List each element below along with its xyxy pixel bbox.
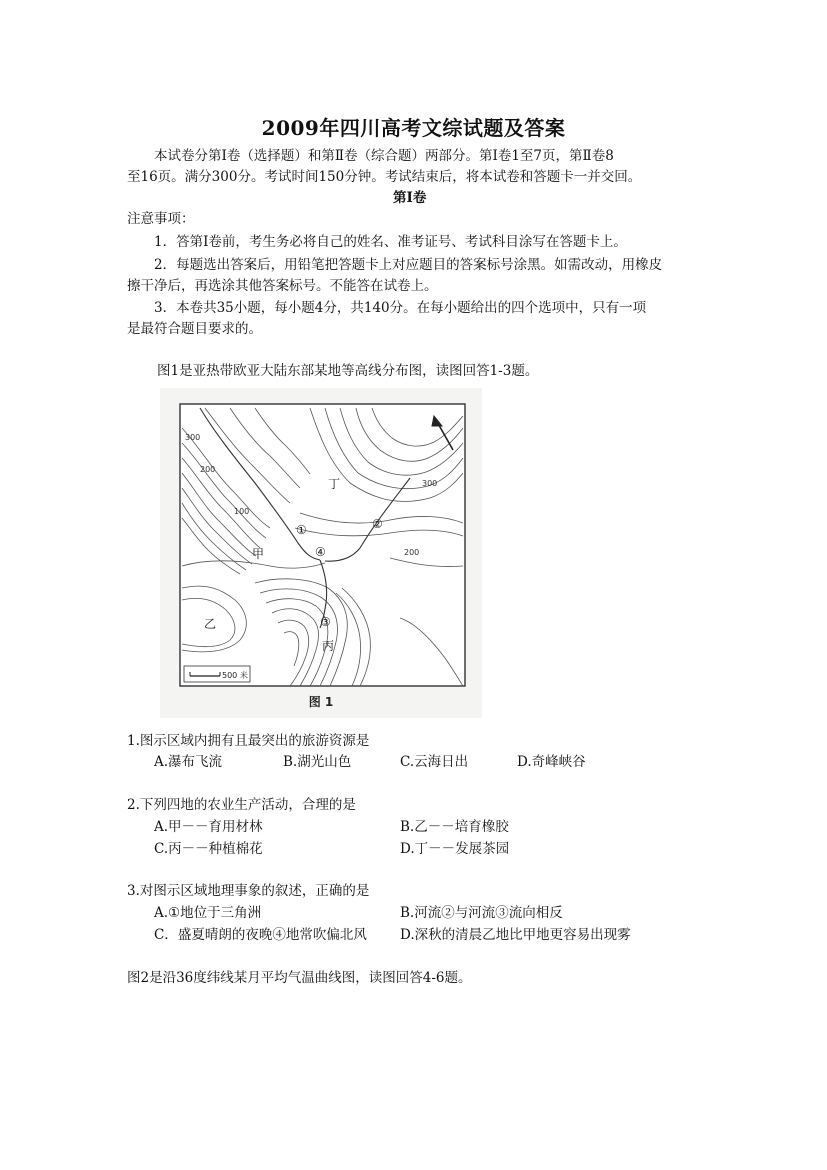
elev-label-100: 100 <box>234 507 250 516</box>
label-ding: 丁 <box>328 477 341 491</box>
label-bing: 丙 <box>322 639 335 653</box>
contour-map-figure <box>160 388 482 718</box>
note-item-2-line-2: 擦干净后，再选涂其他答案标号。不能答在试卷上。 <box>127 278 438 294</box>
question-2-stem: 2.下列四地的农业生产活动，合理的是 <box>127 797 356 813</box>
label-circle-3: ③ <box>320 615 331 629</box>
note-item-1: 1．答第Ⅰ卷前，考生务必将自己的姓名、准考证号、考试科目涂写在答题卡上。 <box>154 234 627 250</box>
section-title: 第Ⅰ卷 <box>393 190 427 206</box>
note-item-3-line-2: 是最符合题目要求的。 <box>127 321 262 337</box>
figure1-caption: 图 1 <box>308 695 334 709</box>
figure2-intro: 图2是沿36度纬线某月平均气温曲线图，读图回答4-6题。 <box>127 970 472 986</box>
notes-heading: 注意事项： <box>127 211 195 227</box>
scale-bar <box>184 666 250 682</box>
note-item-2-line-1: 2．每题选出答案后，用铅笔把答题卡上对应题目的答案标号涂黑。如需改动，用橡皮 <box>154 257 663 273</box>
q3-option-d: D.深秋的清晨乙地比甲地更容易出现雾 <box>400 927 631 943</box>
elev-label-200-left: 200 <box>200 465 216 474</box>
q2-option-b: B.乙－－培育橡胶 <box>400 819 509 835</box>
scale-label: 500 米 <box>222 671 248 680</box>
label-jia: 甲 <box>252 547 265 561</box>
elev-label-300-left: 300 <box>185 433 201 442</box>
q3-option-c: C．盛夏晴朗的夜晚④地常吹偏北风 <box>154 927 367 943</box>
label-circle-2: ② <box>372 517 383 531</box>
q2-option-c: C.丙－－种植棉花 <box>154 841 263 857</box>
figure1-intro: 图1是亚热带欧亚大陆东部某地等高线分布图，读图回答1-3题。 <box>157 363 539 379</box>
label-circle-4: ④ <box>315 545 326 559</box>
q1-option-d: D.奇峰峡谷 <box>517 754 586 770</box>
q1-option-a: A.瀑布飞流 <box>154 754 223 770</box>
page-title: 2009年四川高考文综试题及答案 <box>261 116 566 140</box>
q2-option-a: A.甲－－育用材林 <box>154 819 263 835</box>
q1-option-c: C.云海日出 <box>400 754 469 770</box>
elev-label-200-right: 200 <box>404 548 420 557</box>
q1-option-b: B.湖光山色 <box>283 754 352 770</box>
label-yi: 乙 <box>204 617 217 631</box>
label-circle-1: ① <box>296 523 307 537</box>
q3-option-a: A.①地位于三角洲 <box>154 905 262 921</box>
intro-line-2: 至16页。满分300分。考试时间150分钟。考试结束后，将本试卷和答题卡一并交回。 <box>127 169 642 185</box>
question-1-stem: 1.图示区域内拥有且最突出的旅游资源是 <box>127 733 370 749</box>
intro-line-1: 本试卷分第Ⅰ卷（选择题）和第Ⅱ卷（综合题）两部分。第Ⅰ卷1至7页，第Ⅱ卷8 <box>154 148 614 164</box>
question-3-stem: 3.对图示区域地理事象的叙述，正确的是 <box>127 883 370 899</box>
elev-label-300-right: 300 <box>422 479 438 488</box>
q3-option-b: B.河流②与河流③流向相反 <box>400 905 563 921</box>
q2-option-d: D.丁－－发展茶园 <box>400 841 510 857</box>
note-item-3-line-1: 3．本卷共35小题，每小题4分，共140分。在每小题给出的四个选项中，只有一项 <box>154 300 647 316</box>
